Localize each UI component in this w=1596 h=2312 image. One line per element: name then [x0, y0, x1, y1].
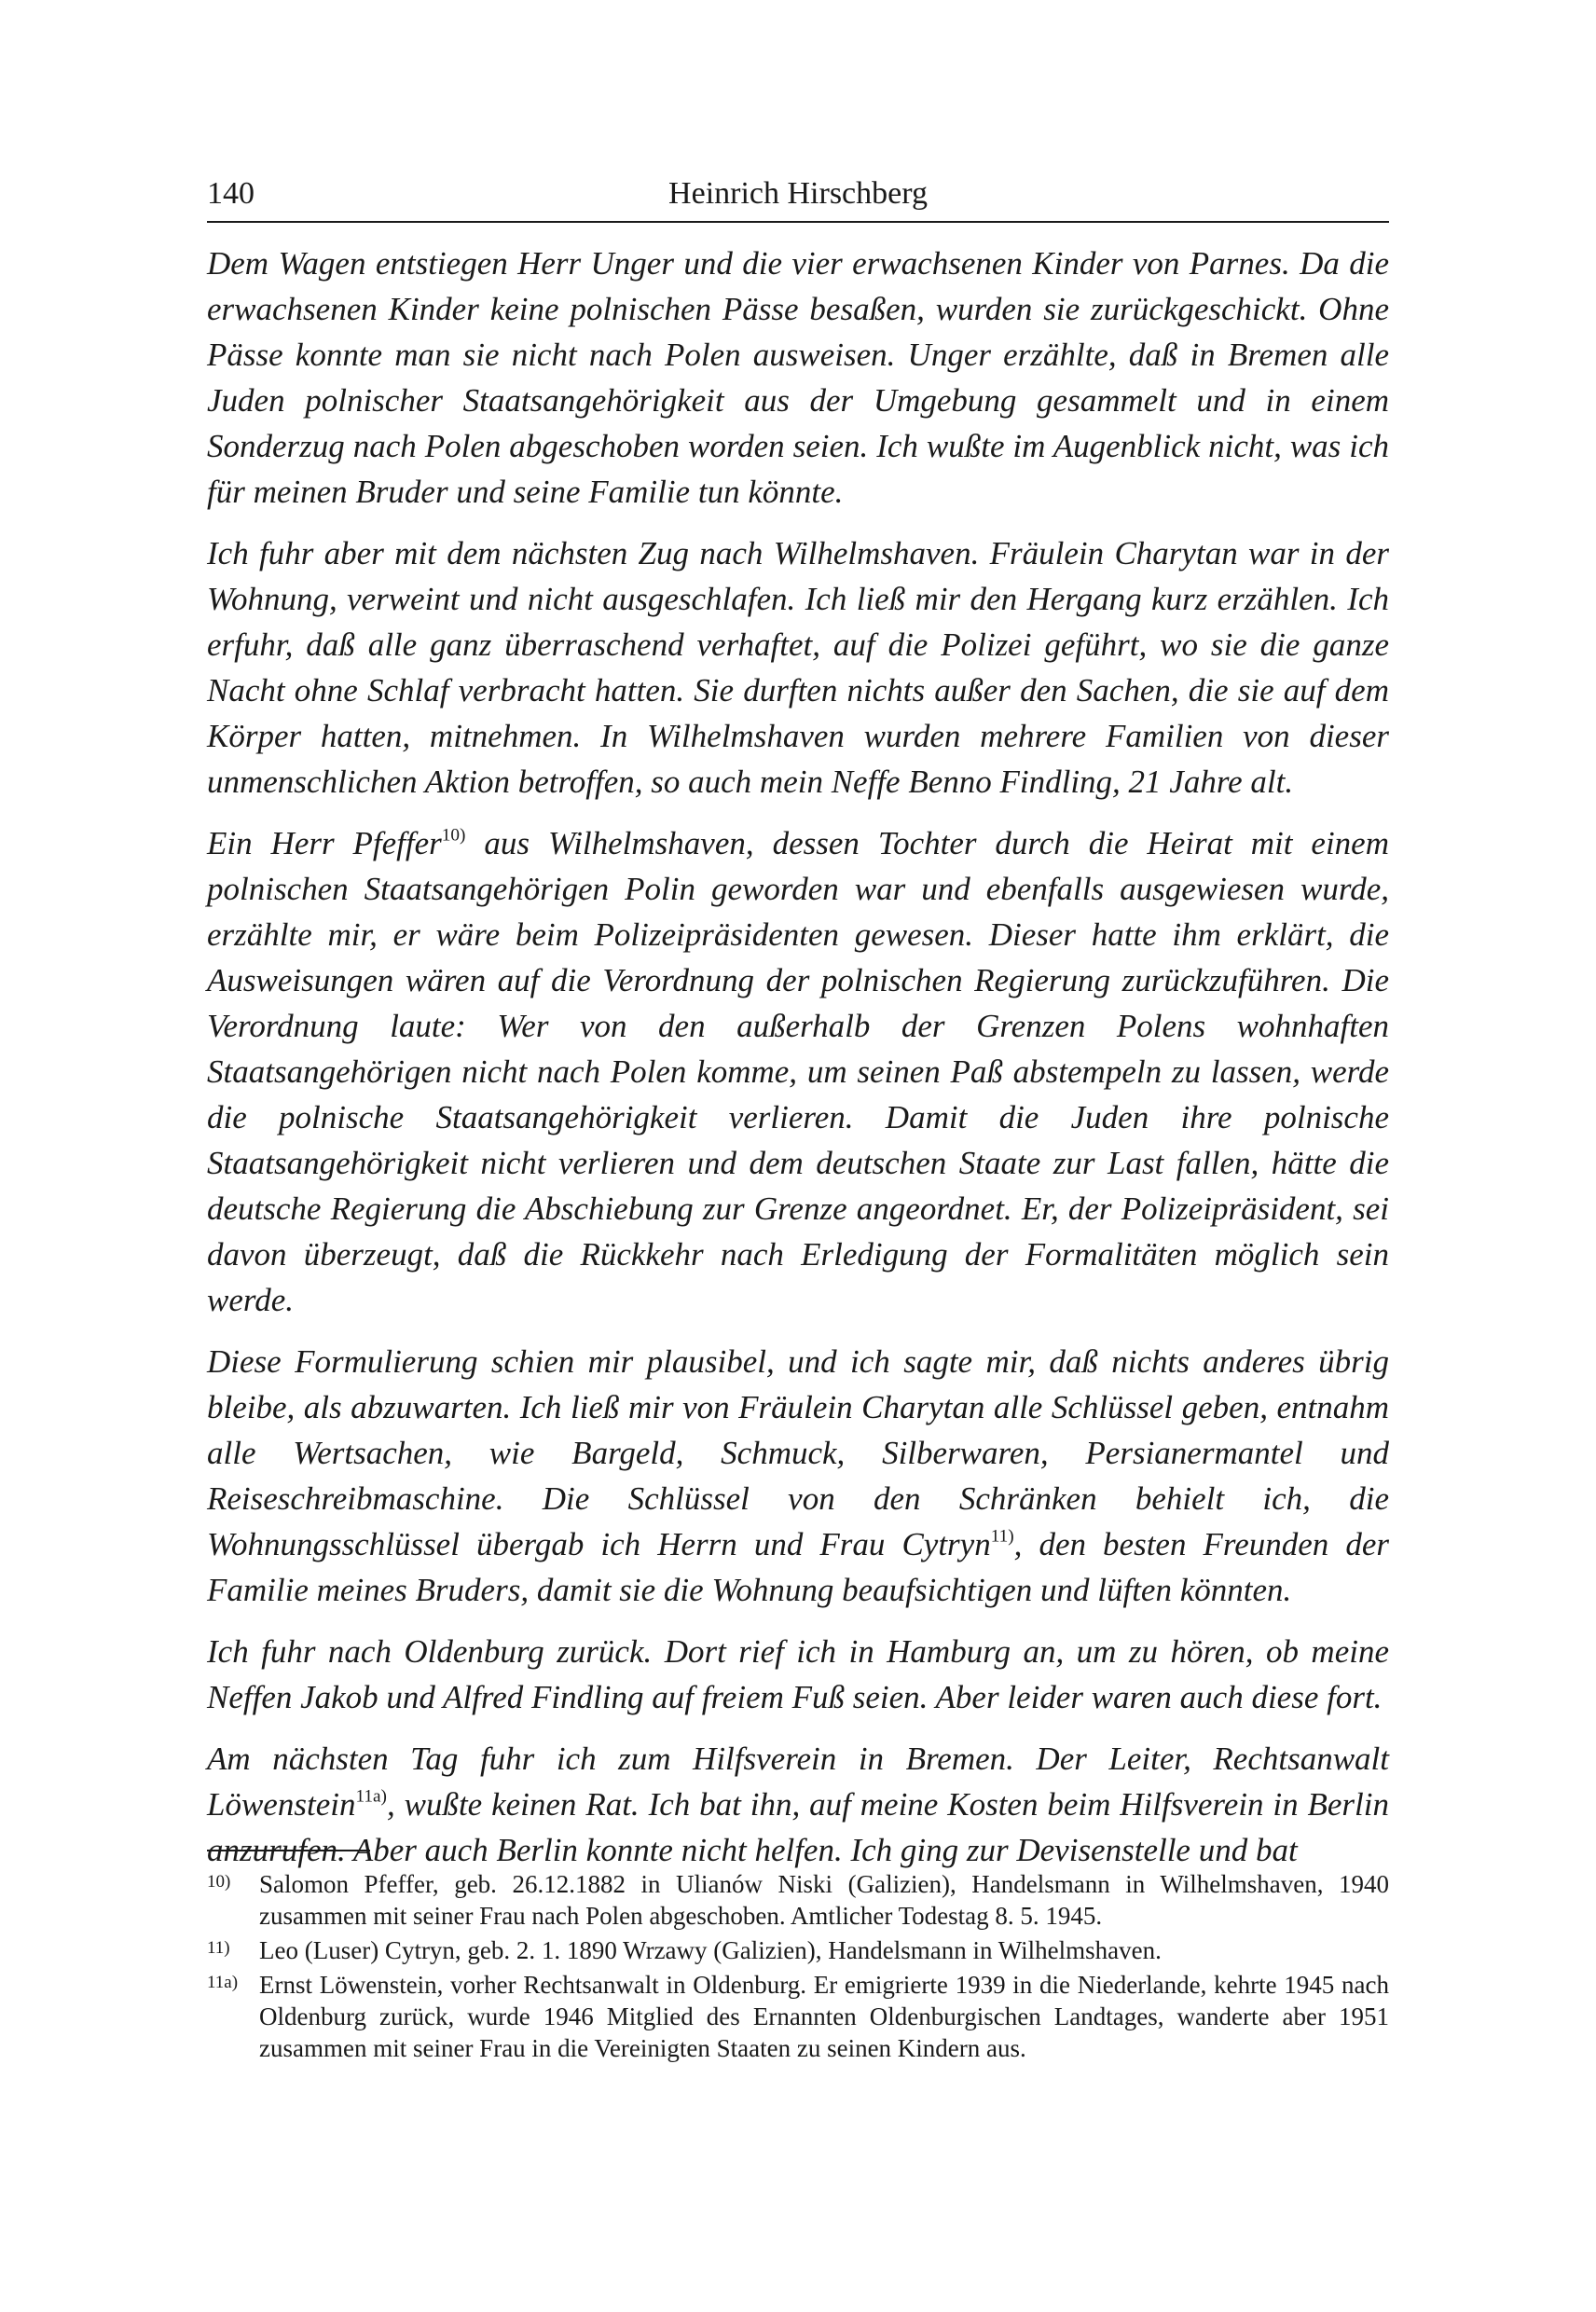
page-number: 140 — [207, 176, 255, 211]
running-title: Heinrich Hirschberg — [668, 176, 928, 211]
paragraph-4 — [207, 1339, 1389, 1613]
footnote-rule — [207, 1850, 370, 1851]
paragraph-3 — [207, 820, 1389, 1323]
footnote-11a — [207, 1969, 1389, 2064]
footnote-mark: 10) — [207, 1872, 231, 1892]
header-rule — [207, 221, 1389, 223]
footnote-ref-10: 10) — [441, 825, 466, 846]
paragraph-3-text-end: aus Wilhelmshaven, dessen Tochter durch die Heirat mit einem polnischen Staatsangehörigen Polin geworden war und ebenfalls ausgewiesen wurde, erzählte mir, er wäre beim Polizeipräsidenten gewesen. Dieser hatte ihm erklärt, die Ausweisungen wären auf die Verordnung der polnischen Regierung zurückzuführen. Die Verordnung laute: Wer von den außerhalb der Grenzen Polens wohnhaften Staatsangehörigen nicht nach Polen komme, um seinen Paß abstempeln zu lassen, werde die polnische Staatsangehörigkeit verlieren. Damit die Juden ihre polnische Staatsangehörigkeit nicht verlieren und dem deutschen Staate zur Last fallen, hätte die deutsche Regierung die Abschiebung zur Grenze angeordnet. Er, der Polizeipräsident, sei davon überzeugt, daß die Rückkehr nach Erledigung der Formalitäten möglich sein werde. — [207, 825, 1389, 1318]
footnote-mark: 11a) — [207, 1973, 239, 1992]
paragraph-6 — [207, 1736, 1389, 1873]
paragraph-6-text-end: , wußte keinen Rat. Ich bat ihn, auf meine Kosten beim Hilfsverein in Berlin anzurufen. Aber auch Berlin konnte nicht helfen. Ich ging zur Devisenstelle und bat — [207, 1786, 1389, 1868]
paragraph-1: Dem Wagen entstiegen Herr Unger und die vier erwachsenen Kinder von Parnes. Da die erwachsenen Kinder keine polnischen Pässe besaßen, wurden sie zurückgeschickt. Ohne Pässe konnte man sie nicht nach Polen ausweisen. Unger erzählte, daß in Bremen alle Juden polnischer Staatsangehörigkeit aus der Umgebung gesammelt und in einem Sonderzug nach Polen abgeschoben worden seien. Ich wußte im Augenblick nicht, was ich für meinen Bruder und seine Familie tun könnte. — [207, 245, 1389, 510]
paragraph-4-text-end: , den besten Freunden der Familie meines Bruders, damit sie die Wohnung beaufsichtigen und lüften könnten. — [207, 1526, 1389, 1608]
paragraph-6-text-start: Am nächsten Tag fuhr ich zum Hilfsverein in Bremen. Der Leiter, Rechtsanwalt Löwenstein — [207, 1741, 1389, 1823]
footnote-text: Ernst Löwenstein, vorher Rechtsanwalt in Oldenburg. Er emigrierte 1939 in die Niederlande, kehrte 1945 nach Oldenburg zurück, wurde 1946 Mitglied des Ernannten Oldenburgischen Landtages, wanderte aber 1951 zusammen mit seiner Frau in die Vereinigten Staaten zu seinen Kindern aus. — [259, 1971, 1389, 2062]
footnotes — [207, 1868, 1389, 2067]
paragraph-3-text-start: Ein Herr Pfeffer — [207, 825, 442, 861]
body-text — [207, 241, 1389, 1889]
footnote-11 — [207, 1934, 1389, 1966]
paragraph-2: Ich fuhr aber mit dem nächsten Zug nach Wilhelmshaven. Fräulein Charytan war in der Wohnung, verweint und nicht ausgeschlafen. Ich ließ mir den Hergang kurz erzählen. Ich erfuhr, daß alle ganz überraschend verhaftet, auf die Polizei geführt, wo sie die ganze Nacht ohne Schlaf verbracht hatten. Sie durften nichts außer den Sachen, die sie auf dem Körper hatten, mitnehmen. In Wilhelmshaven wurden mehrere Familien von dieser unmenschlichen Aktion betroffen, so auch mein Neffe Benno Findling, 21 Jahre alt. — [207, 535, 1389, 800]
footnote-text: Leo (Luser) Cytryn, geb. 2. 1. 1890 Wrzawy (Galizien), Handelsmann in Wilhelmshaven. — [259, 1936, 1162, 1964]
footnote-mark: 11) — [207, 1938, 230, 1958]
footnote-ref-11: 11) — [990, 1526, 1014, 1547]
footnote-text: Salomon Pfeffer, geb. 26.12.1882 in Ulianów Niski (Galizien), Handelsmann in Wilhelmshaven, 1940 zusammen mit seiner Frau nach Polen abgeschoben. Amtlicher Todestag 8. 5. 1945. — [259, 1870, 1389, 1930]
footnote-10 — [207, 1868, 1389, 1932]
running-head — [207, 171, 1389, 217]
paragraph-4-text-start: Diese Formulierung schien mir plausibel, und ich sagte mir, daß nichts anderes übrig bleibe, als abzuwarten. Ich ließ mir von Fräulein Charytan alle Schlüssel geben, entnahm alle Wertsachen, wie Bargeld, Schmuck, Silberwaren, Persianermantel und Reiseschreibmaschine. Die Schlüssel von den Schränken behielt ich, die Wohnungsschlüssel übergab ich Herrn und Frau Cytryn — [207, 1343, 1389, 1562]
footnote-ref-11a: 11a) — [355, 1786, 387, 1807]
paragraph-5: Ich fuhr nach Oldenburg zurück. Dort rief ich in Hamburg an, um zu hören, ob meine Neffen Jakob und Alfred Findling auf freiem Fuß seien. Aber leider waren auch diese fort. — [207, 1633, 1389, 1715]
